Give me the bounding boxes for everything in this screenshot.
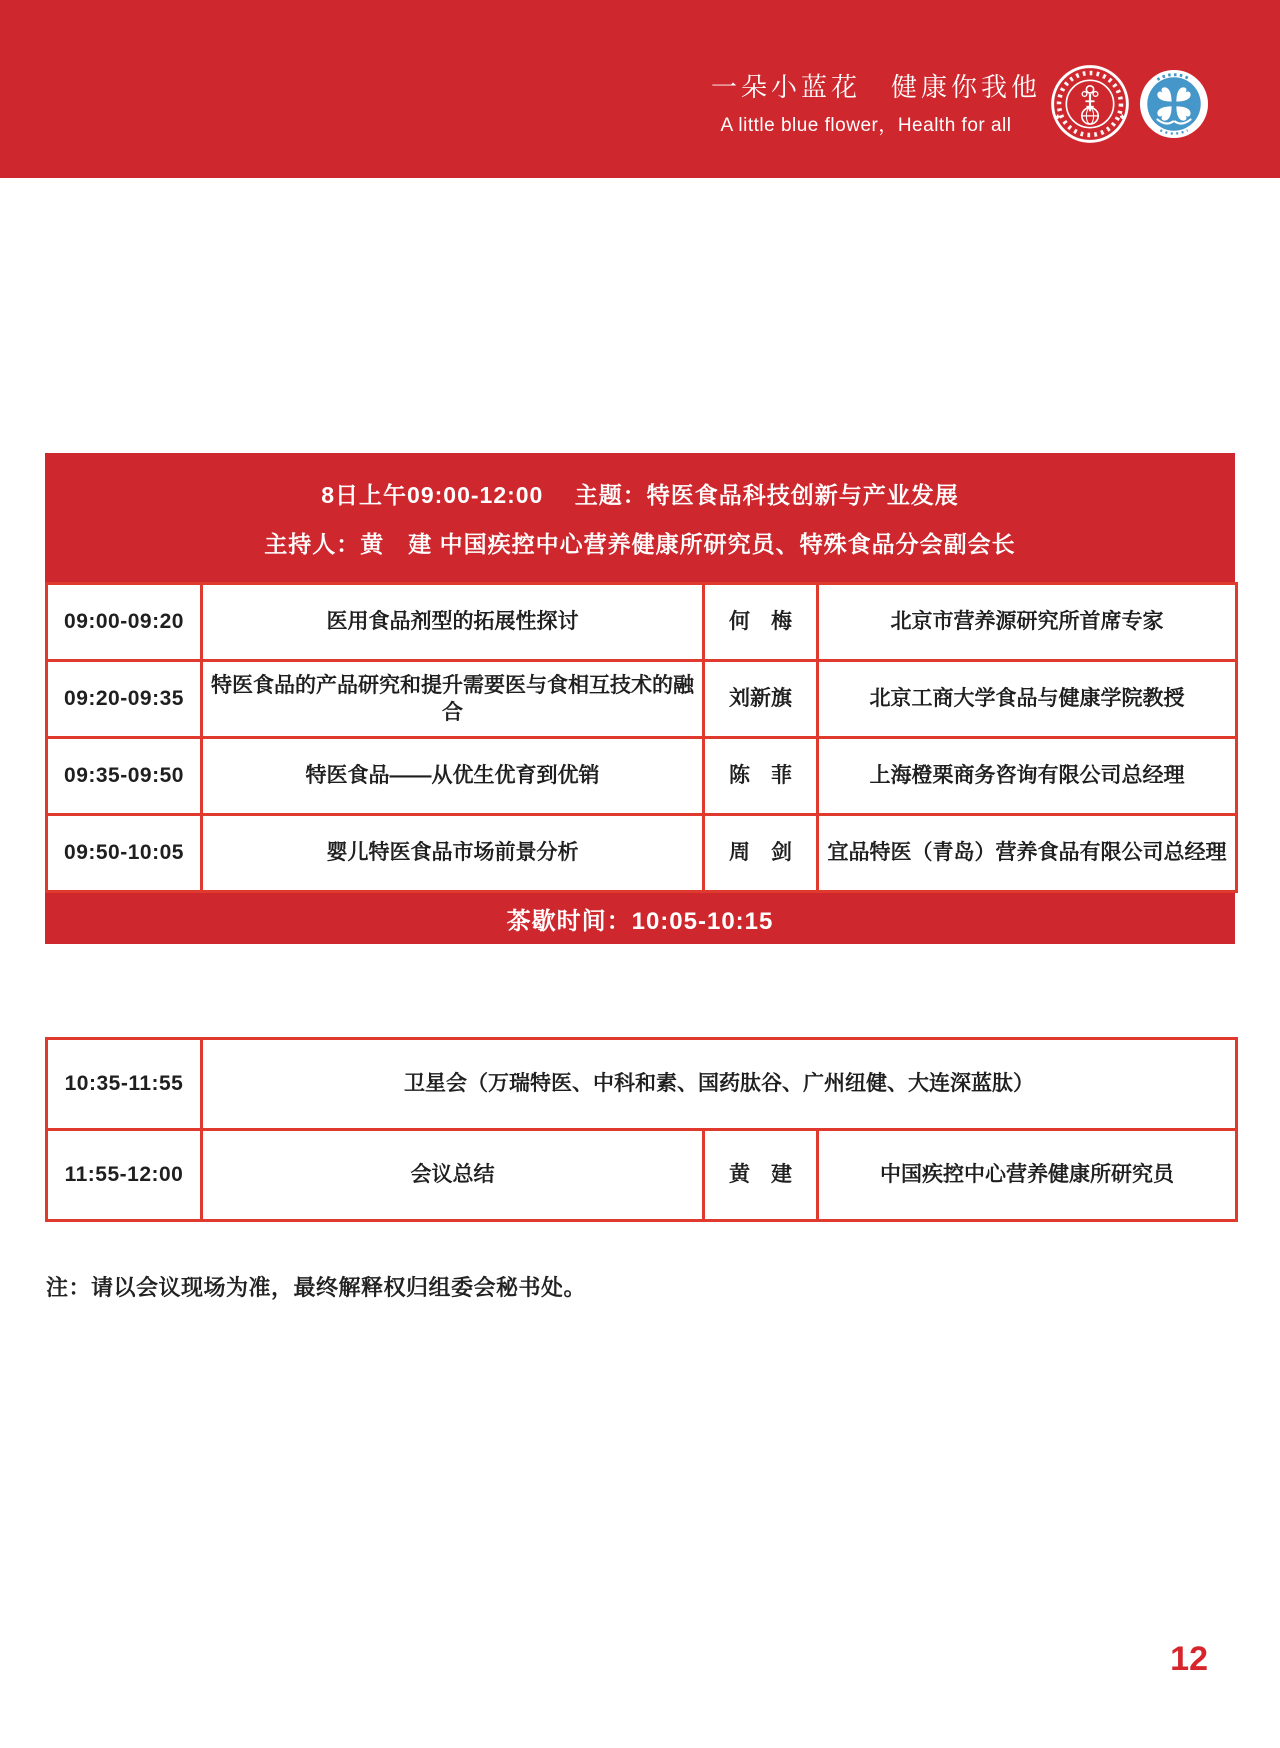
cell-time: 09:50-10:05 [47, 815, 202, 892]
table-row [47, 661, 1237, 738]
agenda-table-late [45, 1037, 1235, 1222]
cell-time: 09:20-09:35 [47, 661, 202, 738]
cell-affiliation: 中国疾控中心营养健康所研究员 [818, 1130, 1237, 1221]
slogan-english: A little blue flower，Health for all [720, 115, 1012, 137]
cell-time: 10:35-11:55 [47, 1039, 202, 1130]
cell-speaker: 何 梅 [704, 584, 818, 661]
cell-affiliation: 北京工商大学食品与健康学院教授 [818, 661, 1237, 738]
cell-topic-merged: 卫星会（万瑞特医、中科和素、国药肽谷、广州纽健、大连深蓝肽） [202, 1039, 1237, 1130]
cell-topic: 婴儿特医食品市场前景分析 [202, 815, 704, 892]
agenda-grid-late [45, 1037, 1238, 1222]
session-header [45, 453, 1235, 582]
table-row [47, 584, 1237, 661]
cell-time: 11:55-12:00 [47, 1130, 202, 1221]
cell-topic: 医用食品剂型的拓展性探讨 [202, 584, 704, 661]
table-row [47, 1130, 1237, 1221]
agenda-grid-morning [45, 582, 1238, 893]
cell-speaker: 黄 建 [704, 1130, 818, 1221]
cell-speaker: 周 剑 [704, 815, 818, 892]
cell-speaker: 陈 菲 [704, 738, 818, 815]
cell-affiliation: 北京市营养源研究所首席专家 [818, 584, 1237, 661]
cell-affiliation: 上海橙栗商务咨询有限公司总经理 [818, 738, 1237, 815]
slogan-chinese: 一朵小蓝花 健康你我他 [711, 72, 1042, 102]
tea-break-banner: 茶歇时间：10:05-10:15 [45, 893, 1235, 944]
top-banner [0, 0, 1280, 178]
banner-logos [0, 0, 1280, 178]
cell-time: 09:35-09:50 [47, 738, 202, 815]
fsmp-clover-icon [1139, 69, 1209, 139]
footnote: 注：请以会议现场为准，最终解释权归组委会秘书处。 [46, 1275, 587, 1300]
session-time-theme: 8日上午09:00-12:00 主题：特医食品科技创新与产业发展 [321, 481, 959, 508]
agenda-table-morning [45, 453, 1235, 944]
association-seal-icon [1049, 63, 1131, 145]
cell-topic: 特医食品——从优生优育到优销 [202, 738, 704, 815]
table-row [47, 738, 1237, 815]
cell-speaker: 刘新旗 [704, 661, 818, 738]
table-row [47, 1039, 1237, 1130]
cell-time: 09:00-09:20 [47, 584, 202, 661]
table-row [47, 815, 1237, 892]
page-number: 12 [1170, 1640, 1208, 1678]
cell-affiliation: 宜品特医（青岛）营养食品有限公司总经理 [818, 815, 1237, 892]
cell-topic: 会议总结 [202, 1130, 704, 1221]
session-moderator: 主持人：黄 建 中国疾控中心营养健康所研究员、特殊食品分会副会长 [264, 530, 1016, 557]
cell-topic: 特医食品的产品研究和提升需要医与食相互技术的融合 [202, 661, 704, 738]
